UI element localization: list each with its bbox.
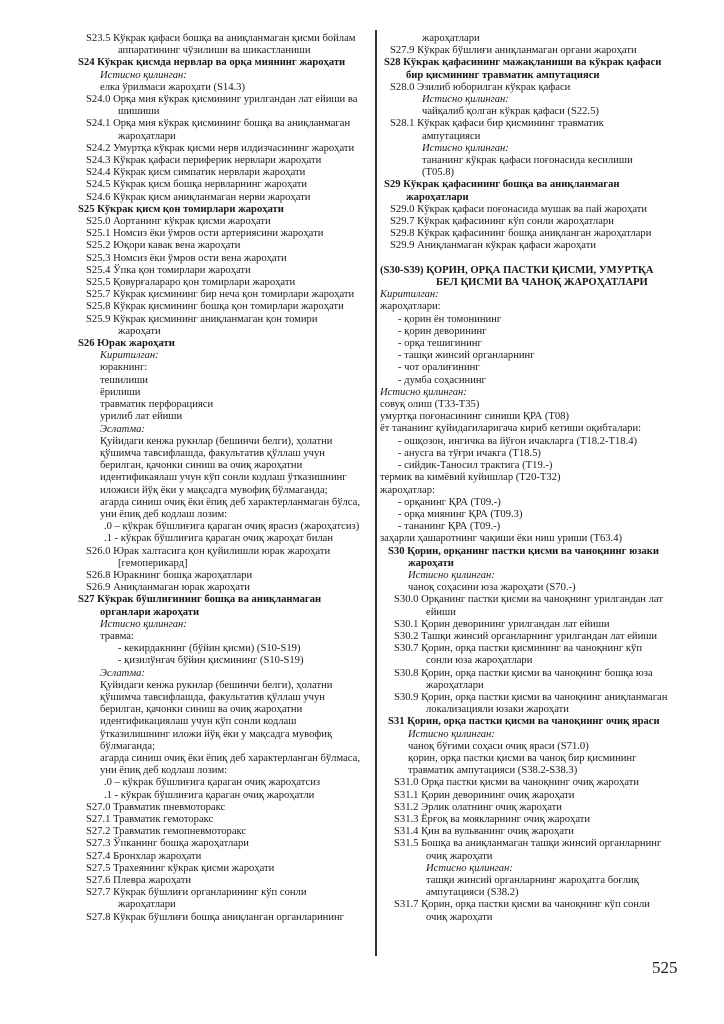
text-line: - орқа тешигининг xyxy=(398,338,482,350)
text-line: .1 - кўкрак бўшлиғига қараган очиқ жароҳат билан xyxy=(104,533,334,545)
text-line: S24.6 Кўкрак қисм аниқланмаган нерви жароҳати xyxy=(86,191,311,203)
text-line: S24.1 Орқа мия кўкрак қисмининг бошқа ва аниқланмаган xyxy=(86,118,351,130)
text-line: S31.1 Қорин деворининг очиқ жароҳати xyxy=(394,789,575,801)
note-label-line: Истисно қилинган: xyxy=(426,862,513,874)
text-line: - анусга ва тўғри ичакга (T18.5) xyxy=(398,447,541,459)
text-line: ейиши xyxy=(426,606,456,618)
text-line: идентификациялаш учун кўп сонли кодлаш xyxy=(100,716,297,728)
text-line: юракнинг: xyxy=(100,362,148,374)
text-line: тананинг кўкрак қафаси поғонасида кесилиши xyxy=(422,155,633,167)
text-line: - орқа миянинг ҚРА (T09.3) xyxy=(398,508,523,520)
text-line: S29.0 Кўкрак қафаси поғонасида мушак ва пай жароҳати xyxy=(390,203,648,215)
text-line: - орқанинг ҚРА (T09.-) xyxy=(398,496,501,508)
text-line: S31.7 Қорин, орқа пастки қисми ва чаноқнинг кўп сонли xyxy=(394,899,650,911)
text-line: локализацияли юзаки жароҳати xyxy=(426,704,569,716)
text-line: (T05.8) xyxy=(422,167,455,179)
text-line: очиқ жароҳати xyxy=(426,850,493,862)
heading-line: S31 Қорин, орқа пастки қисми ва чаноқнинг очиқ яраси xyxy=(388,716,660,728)
text-line: ампутацияси (S38.2) xyxy=(426,887,519,899)
note-label-line: Истисно қилинган: xyxy=(380,386,467,398)
note-label-line: Истисно қилинган: xyxy=(408,569,495,581)
text-line: чаноқ соҳасини юза жароҳати (S70.-) xyxy=(408,582,576,594)
text-line: агарда синиш очиқ ёки ёпиқ деб характерланган бўлмаса, xyxy=(100,752,360,764)
text-line: совуқ олиш (T33-T35) xyxy=(380,399,480,411)
text-line: жароҳати xyxy=(118,325,161,337)
text-line: S30.1 Қорин деворининг урилгандан лат ейиши xyxy=(394,618,610,630)
text-line: чайқалиб қолган кўкрак қафаси (S22.5) xyxy=(422,106,599,118)
text-line: S27.3 Ўпканинг бошқа жароҳатлари xyxy=(86,838,249,850)
text-line: - қорин ён томонининг xyxy=(398,313,502,325)
text-line: агарда синиш очиқ ёки ёпиқ деб характерланмаган бўлса, xyxy=(100,496,360,508)
text-line: аппаратининг чўзилиши ва шикастланиши xyxy=(118,45,311,57)
text-line: травматик перфорацияси xyxy=(100,399,214,411)
left-column xyxy=(78,33,370,924)
note-label-line: Истисно қилинган: xyxy=(422,94,509,106)
text-line: елка ўрилмаси жароҳати (S14.3) xyxy=(100,81,246,93)
right-column xyxy=(380,33,680,924)
heading-line: бир қисмининг травматик ампутацияси xyxy=(406,69,600,81)
text-line: S27.2 Травматик гемопневмоторакс xyxy=(86,826,247,838)
text-line: жароҳатлари xyxy=(118,899,176,911)
note-label-line: Истисно қилинган: xyxy=(100,69,187,81)
text-line: - тананинг ҚРА (T09.-) xyxy=(398,521,501,533)
text-line: берилган, қачонки синиш ва очиқ жароҳатни xyxy=(100,460,303,472)
text-line: ёт тананинг қуйидагиларигача кириб кетиши оқибталари: xyxy=(380,423,642,435)
note-label-line: Киритилган: xyxy=(380,289,439,301)
text-line: S25.5 Қовурғалараро қон томирлари жароҳати xyxy=(86,277,296,289)
text-line: Қуйидаги кенжа рукнлар (бешинчи белги), ҳолатни xyxy=(100,435,333,447)
column-divider xyxy=(375,30,377,956)
text-line: - ошқозон, ингичка ва йўғон ичакларга (T18.2-T18.4) xyxy=(398,435,638,447)
text-line: уни ёпиқ деб кодлаш лозим: xyxy=(100,508,228,520)
text-line: S27.7 Кўкрак бўшлиғи органларининг кўп сонли xyxy=(86,887,307,899)
text-line: - думба соҳасининг xyxy=(398,374,486,386)
text-line: S24.4 Кўкрак қисм симпатик нервлари жароҳати xyxy=(86,167,306,179)
text-line: тешилиши xyxy=(100,374,148,386)
text-line: травма: xyxy=(100,630,134,642)
note-label-line: Истисно қилинган: xyxy=(422,142,509,154)
heading-line: жароҳати xyxy=(408,557,454,569)
text-line: термик ва кимёвий куйишлар (T20-T32) xyxy=(380,472,561,484)
heading-line: (S30-S39) ҚОРИН, ОРҚА ПАСТКИ ҚИСМИ, УМУРТҚА xyxy=(380,264,654,276)
text-line: - қорин деворининг xyxy=(398,325,487,337)
text-line: S24.2 Умуртқа кўкрак қисми нерв илдизчасининг жароҳати xyxy=(86,142,355,154)
text-line: S26.9 Аниқланмаган юрак жароҳати xyxy=(86,582,250,594)
text-line: S24.3 Кўкрак қафаси периферик нервлари жароҳати xyxy=(86,155,322,167)
text-line: - қизилўнгач бўйин қисмининг (S10-S19) xyxy=(118,655,304,667)
text-line: чаноқ бўғими соҳаси очиқ яраси (S71.0) xyxy=(408,740,589,752)
text-line: [гемоперикард] xyxy=(118,557,188,569)
text-line: S27.0 Травматик пневмоторакс xyxy=(86,801,226,813)
text-line: S25.8 Кўкрак қисмининг бошқа қон томирлари жароҳати xyxy=(86,301,344,313)
text-line: урилиб лат ейиши xyxy=(100,411,183,423)
text-line: S25.3 Номсиз ёки ўмров ости вена жароҳати xyxy=(86,252,287,264)
heading-line: жароҳатлари xyxy=(406,191,469,203)
text-line: жароҳатлари xyxy=(422,33,480,44)
text-line: S30.2 Ташқи жинсий органларнинг урилгандан лат ейиши xyxy=(394,630,658,642)
text-line: S29.8 Кўкрак қафасининг бошқа аниқланган жароҳатлари xyxy=(390,228,652,240)
text-line: S25.7 Кўкрак қисмининг бир неча қон томирлари жароҳати xyxy=(86,289,355,301)
text-line: жароҳатлари xyxy=(118,130,176,142)
heading-line: S24 Кўкрак қисмда нервлар ва орқа миянинг жароҳати xyxy=(78,57,346,69)
text-line: қўшимча тавсифлашда, факультатив қўллаш учун xyxy=(100,447,325,459)
text-line: S28.0 Эзилиб юборилган кўкрак қафаси xyxy=(390,81,571,93)
text-line: ташқи жинсий органларнинг жароҳатга боғлиқ xyxy=(426,875,639,886)
text-line: иложиси йўқ ёки у мақсадга мувофиқ бўлмаганда; xyxy=(100,484,328,496)
text-line: S25.9 Кўкрак қисмининг аниқланмаган қон томири xyxy=(86,313,318,325)
text-line: S31.4 Қин ва вульванинг очиқ жароҳати xyxy=(394,826,574,838)
heading-line: S26 Юрак жароҳати xyxy=(78,338,175,350)
heading-line: S29 Кўкрак қафасининг бошқа ва аниқланмаган xyxy=(384,179,620,191)
text-line: ампутацияси xyxy=(422,130,481,142)
note-label-line: Истисно қилинган: xyxy=(408,728,495,740)
text-line: .0 – кўкрак бўшлиғига қараган очиқ ярасиз (жароҳатсиз) xyxy=(104,521,360,533)
heading-line: S25 Кўкрак қисм қон томирлари жароҳати xyxy=(78,203,284,215)
text-line: S23.5 Кўкрак қафаси бошқа ва аниқланмаган қисми бойлам xyxy=(86,33,356,44)
text-line: S31.3 Ёрғоқ ва моякларнинг очиқ жароҳати xyxy=(394,813,591,825)
text-line: .0 – кўкрак бўшлиғига қараган очиқ жароҳатсиз xyxy=(104,777,321,789)
text-line: жароҳатлар: xyxy=(380,484,435,496)
text-line: ўтказилишнинг иложи йўқ ёки у мақсадга мувофиқ xyxy=(100,728,333,740)
text-line: сонли юза жароҳатлари xyxy=(426,655,533,667)
text-line: .1 - кўкрак бўшлиғига қараган очиқ жароҳатли xyxy=(104,789,315,801)
text-line: S26.0 Юрак халтасига қон қуйилишли юрак жароҳати xyxy=(86,545,331,557)
text-line: S25.2 Юқори кавак вена жароҳати xyxy=(86,240,241,252)
text-line: S27.5 Трахеянинг кўкрак қисми жароҳати xyxy=(86,862,275,874)
text-line: S27.9 Кўкрак бўшлиғи аниқланмаган органи жароҳати xyxy=(390,45,637,57)
text-line: S24.0 Орқа мия кўкрак қисмининг урилгандан лат ейиши ва xyxy=(86,94,358,106)
text-line: S26.8 Юракнинг бошқа жароҳатлари xyxy=(86,569,253,581)
note-label-line: Истисно қилинган: xyxy=(100,618,187,630)
text-line: S29.7 Кўкрак қафасининг кўп сонли жароҳатлари xyxy=(390,216,614,228)
text-line: шишиши xyxy=(118,106,160,118)
text-line: - сийдик-Таносил трактига (T19.-) xyxy=(398,460,553,472)
heading-line: S27 Кўкрак бўшлиғининг бошқа ва аниқланмаган xyxy=(78,594,322,606)
text-line: S25.4 Ўпка қон томирлари жароҳати xyxy=(86,264,251,276)
heading-line: органлари жароҳати xyxy=(100,606,200,618)
text-line: идентификаялаш учун кўп сонли кодлаш ўтказишнинг xyxy=(100,472,347,484)
note-label-line: Киритилган: xyxy=(100,350,159,362)
text-line: S30.8 Қорин, орқа пастки қисми ва чаноқнинг бошқа юза xyxy=(394,667,653,679)
text-line: S30.0 Орқанинг пастки қисми ва чаноқнинг урилгандан лат xyxy=(394,594,663,606)
text-line: - чот оралиғининг xyxy=(398,362,480,374)
text-line: S28.1 Кўкрак қафаси бир қисмининг травматик xyxy=(390,118,604,130)
text-line: S25.1 Номсиз ёки ўмров ости артериясини жароҳати xyxy=(86,228,324,240)
text-line: S27.1 Травматик гемоторакс xyxy=(86,814,214,825)
text-line: берилган, қачонки синиш ва очиқ жароҳатни xyxy=(100,704,303,716)
text-line: S27.6 Плевра жароҳати xyxy=(86,875,192,887)
text-line: S27.8 Кўкрак бўшлиғи бошқа аниқланган органларининг xyxy=(86,911,345,923)
text-line: S24.5 Кўкрак қисм бошқа нервларнинг жароҳати xyxy=(86,179,308,191)
text-line: травматик ампутацияси (S38.2-S38.3) xyxy=(408,765,578,777)
text-line: қўшимча тавсифлашда, факультатив қўллаш учун xyxy=(100,691,325,703)
text-line: уни ёпиқ деб кодлаш лозим: xyxy=(100,765,228,777)
text-line: жароҳатлари xyxy=(426,679,484,691)
note-label-line: Эслатма: xyxy=(100,423,145,435)
text-line: Қуйидаги кенжа рукнлар (бешинчи белги), ҳолатни xyxy=(100,679,333,691)
text-line: S30.9 Қорин, орқа пастки қисми ва чаноқнинг аниқланмаган xyxy=(394,691,668,703)
text-line: очиқ жароҳати xyxy=(426,911,493,923)
page-number: 525 xyxy=(652,958,678,977)
text-line: S30.7 Қорин, орқа пастки қисмининг ва чаноқнинг кўп xyxy=(394,643,642,655)
text-line: заҳарли ҳашаротнинг чақиши ёки ниш уриши (T63.4) xyxy=(380,533,623,545)
text-line: S31.2 Эрлик олатнинг очиқ жароҳати xyxy=(394,801,562,813)
text-line: S31.0 Орқа пастки қисми ва чаноқнинг очиқ жароҳати xyxy=(394,777,640,789)
text-line: жароҳатлари: xyxy=(380,301,441,313)
heading-line: БЕЛ ҚИСМИ ВА ЧАНОҚ ЖАРОҲАТЛАРИ xyxy=(436,277,648,289)
text-line: - кекирдакнинг (бўйин қисми) (S10-S19) xyxy=(118,643,301,655)
text-line: S27.4 Бронхлар жароҳати xyxy=(86,850,202,862)
text-line: S31.5 Бошқа ва аниқланмаган ташқи жинсий органларнинг xyxy=(394,838,662,850)
text-line xyxy=(380,253,680,265)
heading-line: S30 Қорин, орқанинг пастки қисми ва чаноқнинг юзаки xyxy=(388,545,659,557)
text-line: S29.9 Аниқланмаган кўкрак қафаси жароҳати xyxy=(390,240,597,252)
text-line: - ташқи жинсий органларнинг xyxy=(398,350,535,362)
note-label-line: Эслатма: xyxy=(100,667,145,679)
text-line: бўлмаганда; xyxy=(100,740,156,752)
text-line: умуртқа поғонасининг синиши ҚРА (T08) xyxy=(380,411,570,423)
heading-line: S28 Кўкрак қафасининг мажақланиши ва кўкрак қафаси xyxy=(384,57,662,69)
text-line: ёрилиши xyxy=(100,386,141,398)
text-line: S25.0 Аортанинг кўкрак қисми жароҳати xyxy=(86,216,271,228)
text-line: қорин, орқа пастки қисми ва чаноқ бир қисмининг xyxy=(408,752,637,764)
